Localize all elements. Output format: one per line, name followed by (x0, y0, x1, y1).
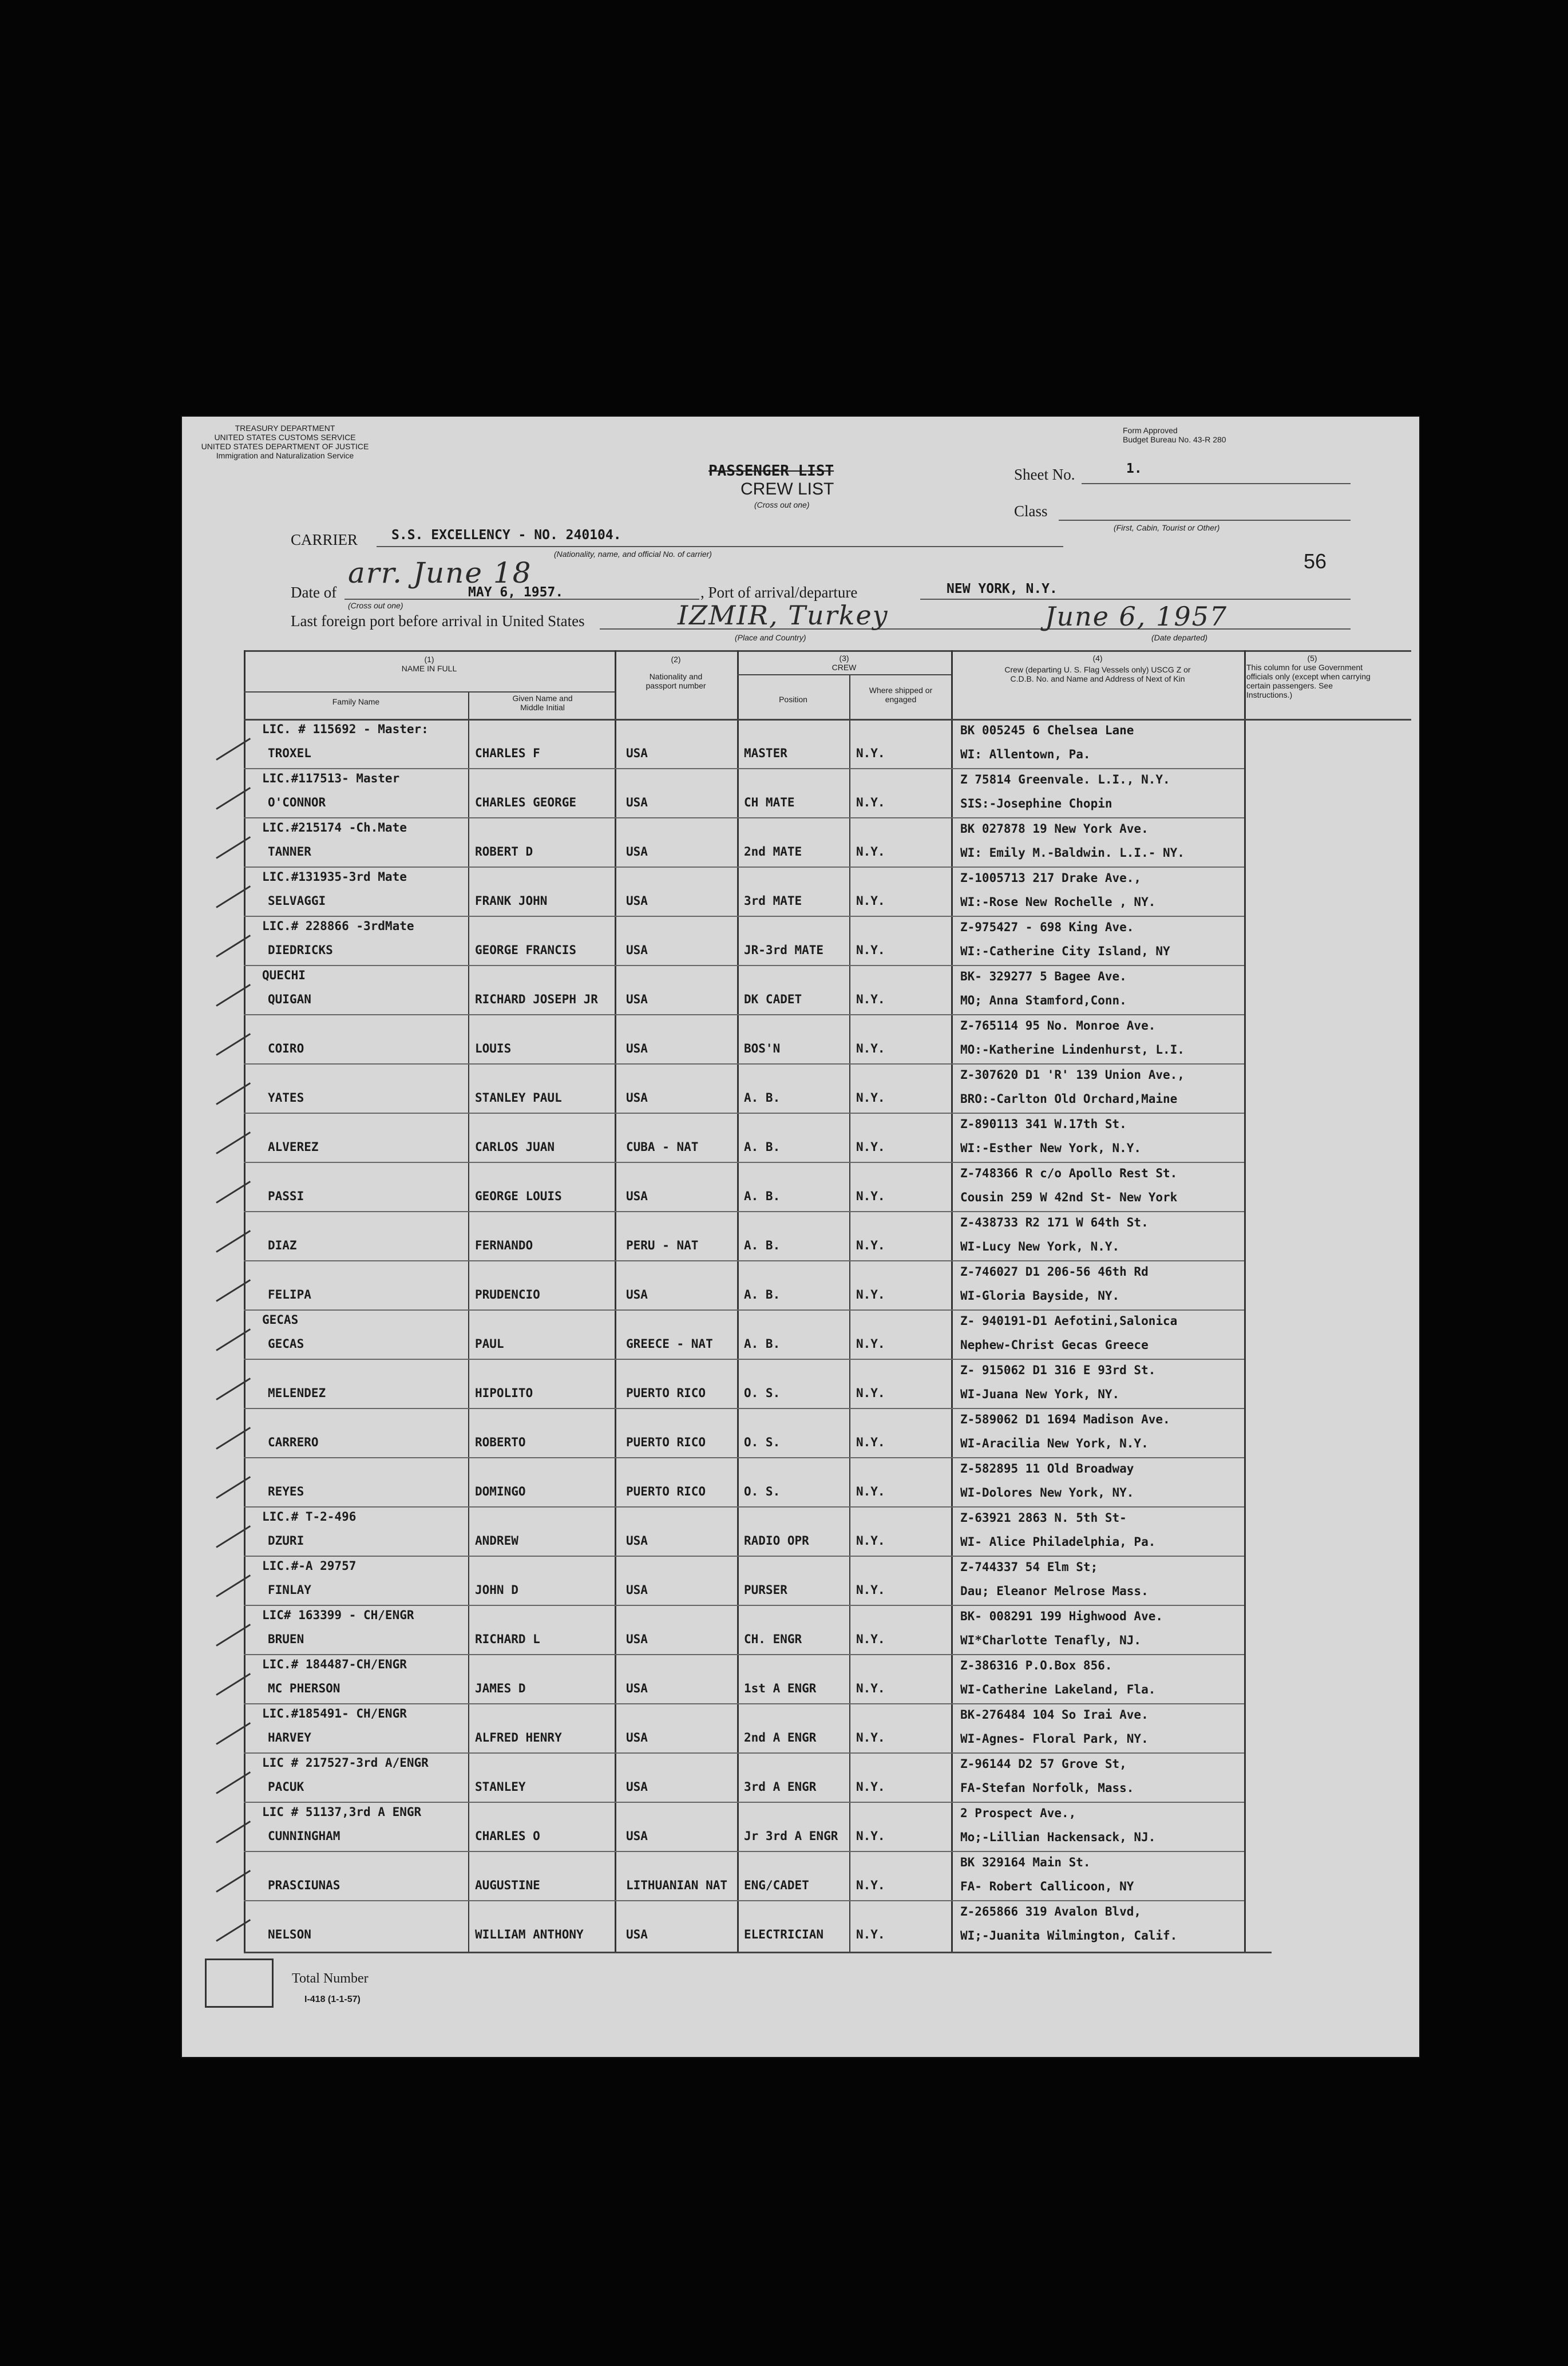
next-of-kin-line2: WI-Gloria Bayside, NY. (960, 1289, 1120, 1303)
struck-title: PASSENGER LIST (708, 462, 834, 480)
where-shipped: N.Y. (856, 1091, 885, 1105)
position: ENG/CADET (744, 1878, 809, 1892)
next-of-kin-line1: BK 005245 6 Chelsea Lane (960, 723, 1134, 737)
given-name: STANLEY PAUL (475, 1091, 562, 1105)
given-name: LOUIS (475, 1042, 512, 1055)
position: 2nd MATE (744, 845, 802, 858)
col4-title: Crew (departing U. S. Flag Vessels only) USCG Z or C.D.B. No. and Name and Address of Next of Kin (1004, 665, 1191, 683)
next-of-kin-line1: Z-386316 P.O.Box 856. (960, 1659, 1112, 1672)
next-of-kin-line1: Z-63921 2863 N. 5th St- (960, 1511, 1127, 1525)
col1-number: (1) (424, 655, 434, 664)
family-name: YATES (268, 1091, 304, 1105)
license-line: GECAS (262, 1313, 299, 1327)
check-mark (216, 836, 251, 859)
row-divider (244, 768, 1244, 769)
check-mark (216, 1328, 251, 1351)
check-mark (216, 787, 251, 810)
date-handwritten: arr. June 18 (348, 556, 532, 589)
row-divider (244, 1556, 1244, 1557)
next-of-kin-line1: Z- 915062 D1 316 E 93rd St. (960, 1363, 1156, 1377)
next-of-kin-line2: WI- Alice Philadelphia, Pa. (960, 1535, 1156, 1549)
col5-header (1246, 654, 1378, 699)
license-line: LIC.#117513- Master (262, 771, 400, 785)
next-of-kin-line2: WI: Allentown, Pa. (960, 747, 1091, 761)
col1-header (244, 655, 615, 673)
sheet-label: Sheet No. (1014, 466, 1075, 483)
nationality: USA (626, 1583, 648, 1597)
license-line: LIC.# 184487-CH/ENGR (262, 1657, 407, 1671)
check-mark (216, 1476, 251, 1499)
family-name: ALVEREZ (268, 1140, 319, 1154)
col3-title: CREW (831, 663, 857, 672)
col2-number: (2) (671, 655, 681, 664)
nationality: USA (626, 943, 648, 957)
license-line: LIC.#131935-3rd Mate (262, 870, 407, 884)
next-of-kin-line2: WI-Dolores New York, NY. (960, 1486, 1134, 1499)
check-mark (216, 1574, 251, 1597)
given-name: STANLEY (475, 1780, 526, 1794)
family-name: SELVAGGI (268, 894, 326, 908)
family-name: TANNER (268, 845, 311, 858)
row-divider (244, 1063, 1244, 1065)
where-shipped: N.Y. (856, 1632, 885, 1646)
where-shipped: N.Y. (856, 1829, 885, 1843)
next-of-kin-line1: Z-265866 319 Avalon Blvd, (960, 1905, 1142, 1918)
row-divider (244, 1802, 1244, 1803)
where-shipped: N.Y. (856, 1337, 885, 1351)
family-name: DIAZ (268, 1239, 297, 1252)
position: CH MATE (744, 796, 795, 809)
check-mark (216, 738, 251, 761)
next-of-kin-line1: Z-746027 D1 206-56 46th Rd (960, 1265, 1149, 1279)
family-name: PACUK (268, 1780, 304, 1794)
next-of-kin-line1: 2 Prospect Ave., (960, 1806, 1076, 1820)
row-divider (244, 1408, 1244, 1409)
license-line: LIC.#215174 -Ch.Mate (262, 821, 407, 834)
row-divider (244, 1211, 1244, 1212)
nationality: USA (626, 1091, 648, 1105)
license-line: LIC# 163399 - CH/ENGR (262, 1608, 414, 1622)
license-line: LIC # 217527-3rd A/ENGR (262, 1756, 429, 1770)
next-of-kin-line1: Z-975427 - 698 King Ave. (960, 920, 1134, 934)
given-name: PAUL (475, 1337, 504, 1351)
check-mark (216, 1181, 251, 1204)
form-approved: Form Approved (1123, 426, 1178, 435)
date-departed-handwritten: June 6, 1957 (1045, 601, 1228, 632)
class-label: Class (1014, 503, 1048, 520)
form-title: CREW LIST (741, 480, 834, 498)
given-name: WILLIAM ANTHONY (475, 1928, 584, 1941)
col3-number: (3) (839, 654, 849, 663)
next-of-kin-line2: FA-Stefan Norfolk, Mass. (960, 1781, 1134, 1795)
last-port-label: Last foreign port before arrival in United States (291, 612, 585, 630)
position: JR-3rd MATE (744, 943, 824, 957)
agency-line: TREASURY DEPARTMENT (235, 424, 335, 433)
next-of-kin-line1: Z-307620 D1 'R' 139 Union Ave., (960, 1068, 1185, 1082)
next-of-kin-line2: WI:-Catherine City Island, NY (960, 944, 1170, 958)
family-name-header: Family Name (332, 697, 380, 706)
given-name: ANDREW (475, 1534, 518, 1548)
col4-header (951, 654, 1244, 683)
row-divider (244, 1703, 1244, 1704)
where-shipped: N.Y. (856, 1140, 885, 1154)
where-shipped: N.Y. (856, 1288, 885, 1301)
where-shipped: N.Y. (856, 1878, 885, 1892)
col2-header (615, 655, 737, 690)
next-of-kin-line1: Z-890113 341 W.17th St. (960, 1117, 1127, 1131)
next-of-kin-line2: MO:-Katherine Lindenhurst, L.I. (960, 1043, 1185, 1057)
position: 2nd A ENGR (744, 1731, 817, 1744)
given-name: CARLOS JUAN (475, 1140, 555, 1154)
nationality: PERU - NAT (626, 1239, 699, 1252)
next-of-kin-line2: WI:-Rose New Rochelle , NY. (960, 895, 1156, 909)
family-name: O'CONNOR (268, 796, 326, 809)
nationality: USA (626, 992, 648, 1006)
family-name: DZURI (268, 1534, 304, 1548)
next-of-kin-line1: Z-582895 11 Old Broadway (960, 1462, 1134, 1475)
cross-out-hint: (Cross out one) (754, 500, 810, 509)
nationality: USA (626, 1534, 648, 1548)
check-mark (216, 885, 251, 908)
total-number-label: Total Number (292, 1971, 369, 1986)
where-shipped: N.Y. (856, 1780, 885, 1794)
position: O. S. (744, 1435, 781, 1449)
position: CH. ENGR (744, 1632, 802, 1646)
given-name: CHARLES O (475, 1829, 540, 1843)
where-shipped: N.Y. (856, 746, 885, 760)
position: A. B. (744, 1337, 781, 1351)
position: ELECTRICIAN (744, 1928, 824, 1941)
next-of-kin-line2: WI:-Esther New York, N.Y. (960, 1141, 1142, 1155)
family-name: CUNNINGHAM (268, 1829, 340, 1843)
check-mark (216, 1082, 251, 1105)
position: 1st A ENGR (744, 1681, 817, 1695)
license-line: LIC.#-A 29757 (262, 1559, 357, 1573)
col1-title: NAME IN FULL (401, 664, 457, 673)
position: A. B. (744, 1239, 781, 1252)
position: DK CADET (744, 992, 802, 1006)
where-shipped: N.Y. (856, 1731, 885, 1744)
next-of-kin-line1: BK-276484 104 So Irai Ave. (960, 1708, 1149, 1722)
next-of-kin-line2: Cousin 259 W 42nd St- New York (960, 1190, 1178, 1204)
nationality: USA (626, 845, 648, 858)
next-of-kin-line2: WI-Agnes- Floral Park, NY. (960, 1732, 1149, 1746)
col2-title: Nationality and passport number (646, 672, 706, 690)
col4-number: (4) (1092, 654, 1103, 663)
nationality: USA (626, 1829, 648, 1843)
position: O. S. (744, 1386, 781, 1400)
nationality: LITHUANIAN NAT (626, 1878, 728, 1892)
given-name: GEORGE FRANCIS (475, 943, 577, 957)
row-divider (244, 1014, 1244, 1015)
given-name-header: Given Name and Middle Initial (512, 694, 573, 712)
next-of-kin-line2: WI-Lucy New York, N.Y. (960, 1240, 1120, 1253)
nationality: PUERTO RICO (626, 1435, 706, 1449)
col5-number: (5) (1307, 654, 1317, 663)
form-code: I-418 (1-1-57) (304, 1995, 361, 2004)
carrier-label: CARRIER (291, 531, 358, 548)
row-divider (244, 1260, 1244, 1261)
row-divider (244, 1359, 1244, 1360)
total-box (205, 1959, 274, 2008)
family-name: CARRERO (268, 1435, 319, 1449)
row-divider (244, 1506, 1244, 1508)
check-mark (216, 1230, 251, 1253)
shipped-header: Where shipped or engaged (869, 686, 933, 704)
check-mark (216, 1919, 251, 1942)
agency-line: Immigration and Naturalization Service (216, 451, 354, 460)
given-name: CHARLES F (475, 746, 540, 760)
last-port-handwritten: IZMIR, Turkey (678, 600, 889, 631)
next-of-kin-line1: Z-589062 D1 1694 Madison Ave. (960, 1413, 1170, 1426)
position: PURSER (744, 1583, 787, 1597)
family-name: REYES (268, 1485, 304, 1498)
family-name: TROXEL (268, 746, 311, 760)
nationality: USA (626, 1780, 648, 1794)
where-shipped: N.Y. (856, 1485, 885, 1498)
nationality: USA (626, 1042, 648, 1055)
check-mark (216, 1525, 251, 1548)
given-name: GEORGE LOUIS (475, 1189, 562, 1203)
carrier-value: S.S. EXCELLENCY - NO. 240104. (391, 528, 621, 543)
where-shipped: N.Y. (856, 1583, 885, 1597)
position: A. B. (744, 1140, 781, 1154)
family-name: NELSON (268, 1928, 311, 1941)
next-of-kin-line2: Mo;-Lillian Hackensack, NJ. (960, 1830, 1156, 1844)
row-divider (244, 1851, 1244, 1852)
next-of-kin-line2: WI;-Juanita Wilmington, Calif. (960, 1929, 1178, 1942)
position-header: Position (779, 695, 807, 704)
where-shipped: N.Y. (856, 992, 885, 1006)
nationality: PUERTO RICO (626, 1386, 706, 1400)
next-of-kin-line1: BK- 329277 5 Bagee Ave. (960, 970, 1127, 983)
next-of-kin-line1: BK- 008291 199 Highwood Ave. (960, 1609, 1163, 1623)
next-of-kin-line2: Nephew-Christ Gecas Greece (960, 1338, 1149, 1352)
row-divider (244, 817, 1244, 818)
position: A. B. (744, 1189, 781, 1203)
next-of-kin-line1: Z-96144 D2 57 Grove St, (960, 1757, 1127, 1771)
nationality: USA (626, 1731, 648, 1744)
next-of-kin-line1: Z-1005713 217 Drake Ave., (960, 871, 1142, 885)
row-divider (244, 1162, 1244, 1163)
row-divider (244, 1654, 1244, 1655)
given-name: RICHARD L (475, 1632, 540, 1646)
given-name: ROBERT D (475, 845, 533, 858)
row-divider (244, 916, 1244, 917)
where-shipped: N.Y. (856, 1534, 885, 1548)
position: RADIO OPR (744, 1534, 809, 1548)
family-name: HARVEY (268, 1731, 311, 1744)
where-shipped: N.Y. (856, 1928, 885, 1941)
where-shipped: N.Y. (856, 1435, 885, 1449)
port-label: , Port of arrival/departure (700, 584, 858, 601)
position: BOS'N (744, 1042, 781, 1055)
family-name: PRASCIUNAS (268, 1878, 340, 1892)
where-shipped: N.Y. (856, 1042, 885, 1055)
crew-table (182, 417, 1419, 2057)
family-name: FINLAY (268, 1583, 311, 1597)
nationality: USA (626, 1632, 648, 1646)
budget-bureau: Budget Bureau No. 43-R 280 (1123, 435, 1226, 444)
next-of-kin-line2: MO; Anna Stamford,Conn. (960, 994, 1127, 1007)
nationality: USA (626, 796, 648, 809)
check-mark (216, 935, 251, 958)
nationality: USA (626, 1189, 648, 1203)
family-name: COIRO (268, 1042, 304, 1055)
given-name: JOHN D (475, 1583, 518, 1597)
where-shipped: N.Y. (856, 894, 885, 908)
check-mark (216, 1624, 251, 1647)
row-divider (244, 1605, 1244, 1606)
position: A. B. (744, 1288, 781, 1301)
row-divider (244, 965, 1244, 966)
where-shipped: N.Y. (856, 1386, 885, 1400)
port-value: NEW YORK, N.Y. (947, 581, 1058, 596)
family-name: GECAS (268, 1337, 304, 1351)
position: 3rd MATE (744, 894, 802, 908)
date-hint: (Cross out one) (348, 601, 403, 610)
given-name: FERNANDO (475, 1239, 533, 1252)
where-shipped: N.Y. (856, 1189, 885, 1203)
next-of-kin-line2: WI-Aracilia New York, N.Y. (960, 1437, 1149, 1450)
check-mark (216, 1033, 251, 1056)
given-name: FRANK JOHN (475, 894, 548, 908)
given-name: AUGUSTINE (475, 1878, 540, 1892)
family-name: MC PHERSON (268, 1681, 340, 1695)
check-mark (216, 1131, 251, 1154)
crew-list-form (182, 417, 1419, 2057)
nationality: USA (626, 894, 648, 908)
license-line: LIC # 51137,3rd A ENGR (262, 1805, 422, 1819)
check-mark (216, 1722, 251, 1745)
where-shipped: N.Y. (856, 943, 885, 957)
license-line: LIC. # 115692 - Master: (262, 722, 429, 736)
check-mark (216, 1427, 251, 1450)
position: Jr 3rd A ENGR (744, 1829, 838, 1843)
next-of-kin-line1: BK 027878 19 New York Ave. (960, 822, 1149, 836)
nationality: USA (626, 746, 648, 760)
nationality: GREECE - NAT (626, 1337, 713, 1351)
next-of-kin-line1: Z 75814 Greenvale. L.I., N.Y. (960, 773, 1170, 786)
nationality: CUBA - NAT (626, 1140, 699, 1154)
position: 3rd A ENGR (744, 1780, 817, 1794)
row-divider (244, 1457, 1244, 1458)
check-mark (216, 1673, 251, 1696)
next-of-kin-line2: WI-Catherine Lakeland, Fla. (960, 1683, 1156, 1696)
given-name: DOMINGO (475, 1485, 526, 1498)
given-name: RICHARD JOSEPH JR (475, 992, 598, 1006)
row-divider (244, 1309, 1244, 1311)
check-mark (216, 1279, 251, 1302)
check-mark (216, 1821, 251, 1843)
row-divider (244, 867, 1244, 868)
col3-header (737, 654, 951, 672)
where-shipped: N.Y. (856, 796, 885, 809)
row-divider (244, 1113, 1244, 1114)
next-of-kin-line1: Z-438733 R2 171 W 64th St. (960, 1216, 1149, 1229)
next-of-kin-line1: Z-744337 54 Elm St; (960, 1560, 1098, 1574)
nationality: PUERTO RICO (626, 1485, 706, 1498)
nationality: USA (626, 1928, 648, 1941)
date-typed: MAY 6, 1957. (468, 585, 564, 600)
family-name: DIEDRICKS (268, 943, 333, 957)
position: A. B. (744, 1091, 781, 1105)
carrier-hint: (Nationality, name, and official No. of carrier) (554, 549, 712, 559)
agency-line: UNITED STATES DEPARTMENT OF JUSTICE (201, 442, 369, 451)
family-name: FELIPA (268, 1288, 311, 1301)
page-number: 56 (1304, 549, 1327, 573)
next-of-kin-line2: WI-Juana New York, NY. (960, 1387, 1120, 1401)
next-of-kin-line1: Z- 940191-D1 Aefotini,Salonica (960, 1314, 1178, 1328)
given-name: ROBERTO (475, 1435, 526, 1449)
license-line: LIC.# T-2-496 (262, 1510, 357, 1524)
nationality: USA (626, 1681, 648, 1695)
position: MASTER (744, 746, 787, 760)
license-line: LIC.# 228866 -3rdMate (262, 919, 414, 933)
last-port-hint: (Place and Country) (735, 633, 806, 642)
next-of-kin-line2: Dau; Eleanor Melrose Mass. (960, 1584, 1149, 1598)
next-of-kin-line2: WI: Emily M.-Baldwin. L.I.- NY. (960, 846, 1185, 860)
given-name: ALFRED HENRY (475, 1731, 562, 1744)
next-of-kin-line2: WI*Charlotte Tenafly, NJ. (960, 1633, 1142, 1647)
check-mark (216, 984, 251, 1007)
given-name: JAMES D (475, 1681, 526, 1695)
check-mark (216, 1378, 251, 1400)
next-of-kin-line1: BK 329164 Main St. (960, 1855, 1091, 1869)
given-name: CHARLES GEORGE (475, 796, 577, 809)
next-of-kin-line1: Z-748366 R c/o Apollo Rest St. (960, 1166, 1178, 1180)
row-divider (244, 1900, 1244, 1901)
family-name: BRUEN (268, 1632, 304, 1646)
given-name: PRUDENCIO (475, 1288, 540, 1301)
next-of-kin-line1: Z-765114 95 No. Monroe Ave. (960, 1019, 1156, 1032)
next-of-kin-line2: SIS:-Josephine Chopin (960, 797, 1112, 810)
check-mark (216, 1870, 251, 1893)
family-name: PASSI (268, 1189, 304, 1203)
given-name: HIPOLITO (475, 1386, 533, 1400)
nationality: USA (626, 1288, 648, 1301)
license-line: QUECHI (262, 968, 306, 982)
agency-line: UNITED STATES CUSTOMS SERVICE (214, 433, 356, 442)
next-of-kin-line2: FA- Robert Callicoon, NY (960, 1880, 1134, 1893)
position: O. S. (744, 1485, 781, 1498)
family-name: QUIGAN (268, 992, 311, 1006)
class-hint: (First, Cabin, Tourist or Other) (1114, 523, 1220, 532)
family-name: MELENDEZ (268, 1386, 326, 1400)
where-shipped: N.Y. (856, 1681, 885, 1695)
where-shipped: N.Y. (856, 1239, 885, 1252)
col5-title: This column for use Government officials only (except when carrying certain passengers. See Instructions.) (1246, 663, 1371, 699)
sheet-value: 1. (1126, 461, 1142, 476)
date-departed-hint: (Date departed) (1151, 633, 1208, 642)
license-line: LIC.#185491- CH/ENGR (262, 1707, 407, 1720)
check-mark (216, 1771, 251, 1794)
next-of-kin-line2: BRO:-Carlton Old Orchard,Maine (960, 1092, 1178, 1106)
date-label: Date of (291, 584, 337, 601)
row-divider (244, 1752, 1244, 1754)
where-shipped: N.Y. (856, 845, 885, 858)
